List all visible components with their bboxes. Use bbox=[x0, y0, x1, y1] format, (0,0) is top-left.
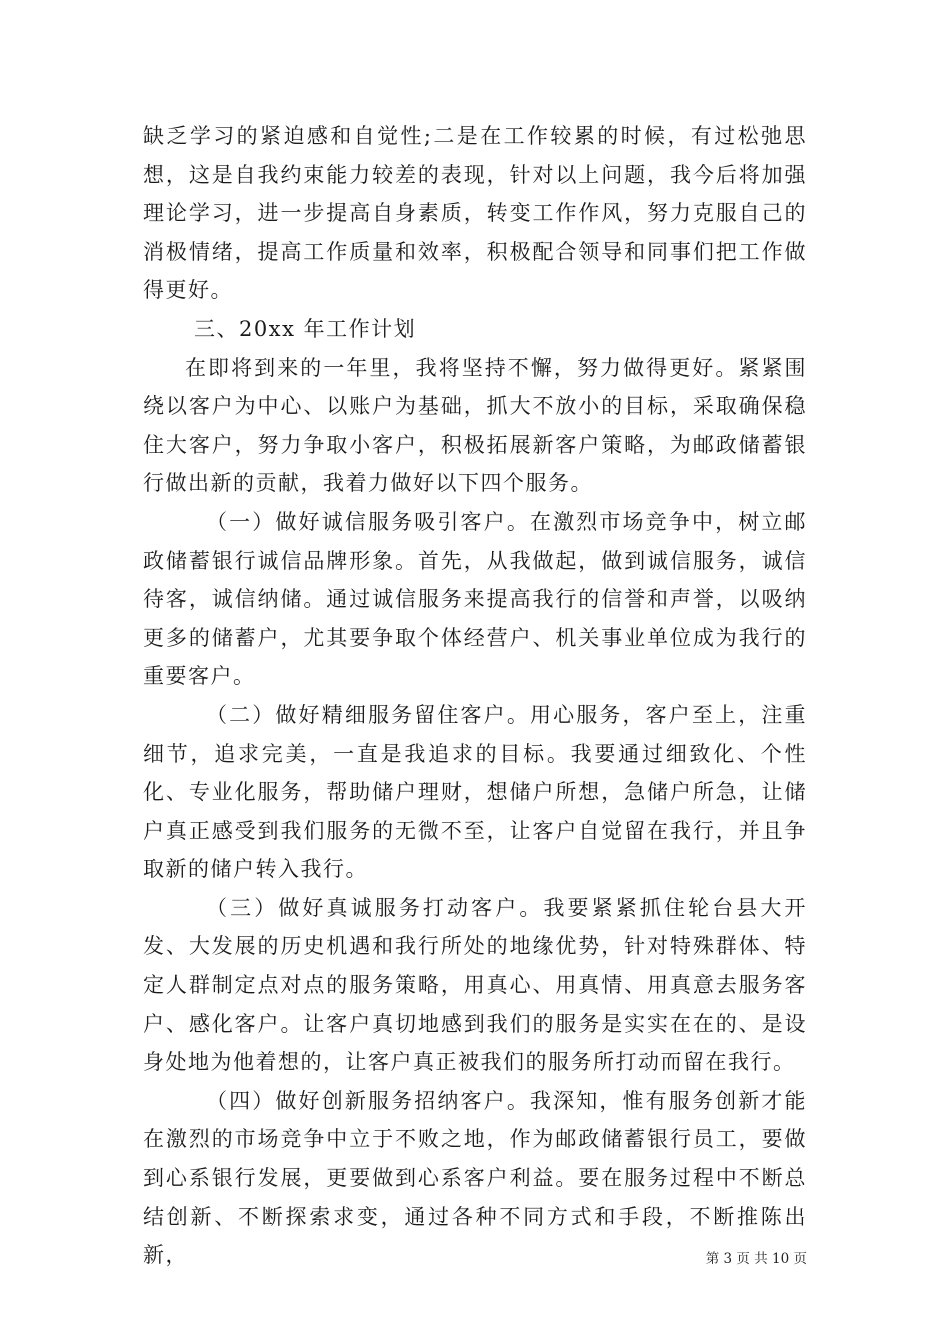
paragraph-plan-intro: 在即将到来的一年里，我将坚持不懈，努力做得更好。紧紧围绕以客户为中心、以账户为基础，抓大不放小的目标，采取确保稳住大客户，努力争取小客户，积极拓展新客户策略，为邮政储蓄银行做出新的贡献，我着力做好以下四个服务。 bbox=[143, 355, 807, 496]
paragraph-continuation: 缺乏学习的紧迫感和自觉性;二是在工作较累的时候，有过松弛思想，这是自我约束能力较差的表现，针对以上问题，我今后将加强理论学习，进一步提高自身素质，转变工作作风，努力克服自己的消极情绪，提高工作质量和效率，积极配合领导和同事们把工作做得更好。 bbox=[143, 124, 807, 303]
plan-item-1: （一）做好诚信服务吸引客户。在激烈市场竞争中，树立邮政储蓄银行诚信品牌形象。首先，从我做起，做到诚信服务，诚信待客，诚信纳储。通过诚信服务来提高我行的信誉和声誉，以吸纳更多的储蓄户，尤其要争取个体经营户、机关事业单位成为我行的重要客户。 bbox=[143, 509, 807, 689]
document-body bbox=[143, 117, 807, 1275]
plan-item-2: （二）做好精细服务留住客户。用心服务，客户至上，注重细节，追求完美，一直是我追求的目标。我要通过细致化、个性化、专业化服务，帮助储户理财，想储户所想，急储户所急，让储户真正感受到我们服务的无微不至，让客户自觉留在我行，并且争取新的储户转入我行。 bbox=[143, 702, 807, 882]
page-number: 第 3 页 共 10 页 bbox=[705, 1251, 807, 1267]
plan-item-3: （三）做好真诚服务打动客户。我要紧紧抓住轮台县大开发、大发展的历史机遇和我行所处的地缘优势，针对特殊群体、特定人群制定点对点的服务策略，用真心、用真情、用真意去服务客户、感化客户。让客户真切地感到我们的服务是实实在在的、是设身处地为他着想的，让客户真正被我们的服务所打动而留在我行。 bbox=[143, 895, 807, 1075]
plan-item-4: （四）做好创新服务招纳客户。我深知，惟有服务创新才能在激烈的市场竞争中立于不败之地，作为邮政储蓄银行员工，要做到心系银行发展，更要做到心系客户利益。要在服务过程中不断总结创新、不断探索求变，通过各种不同方式和手段，不断推陈出新， bbox=[143, 1088, 807, 1268]
section-heading: 三、20xx 年工作计划 bbox=[194, 316, 417, 341]
